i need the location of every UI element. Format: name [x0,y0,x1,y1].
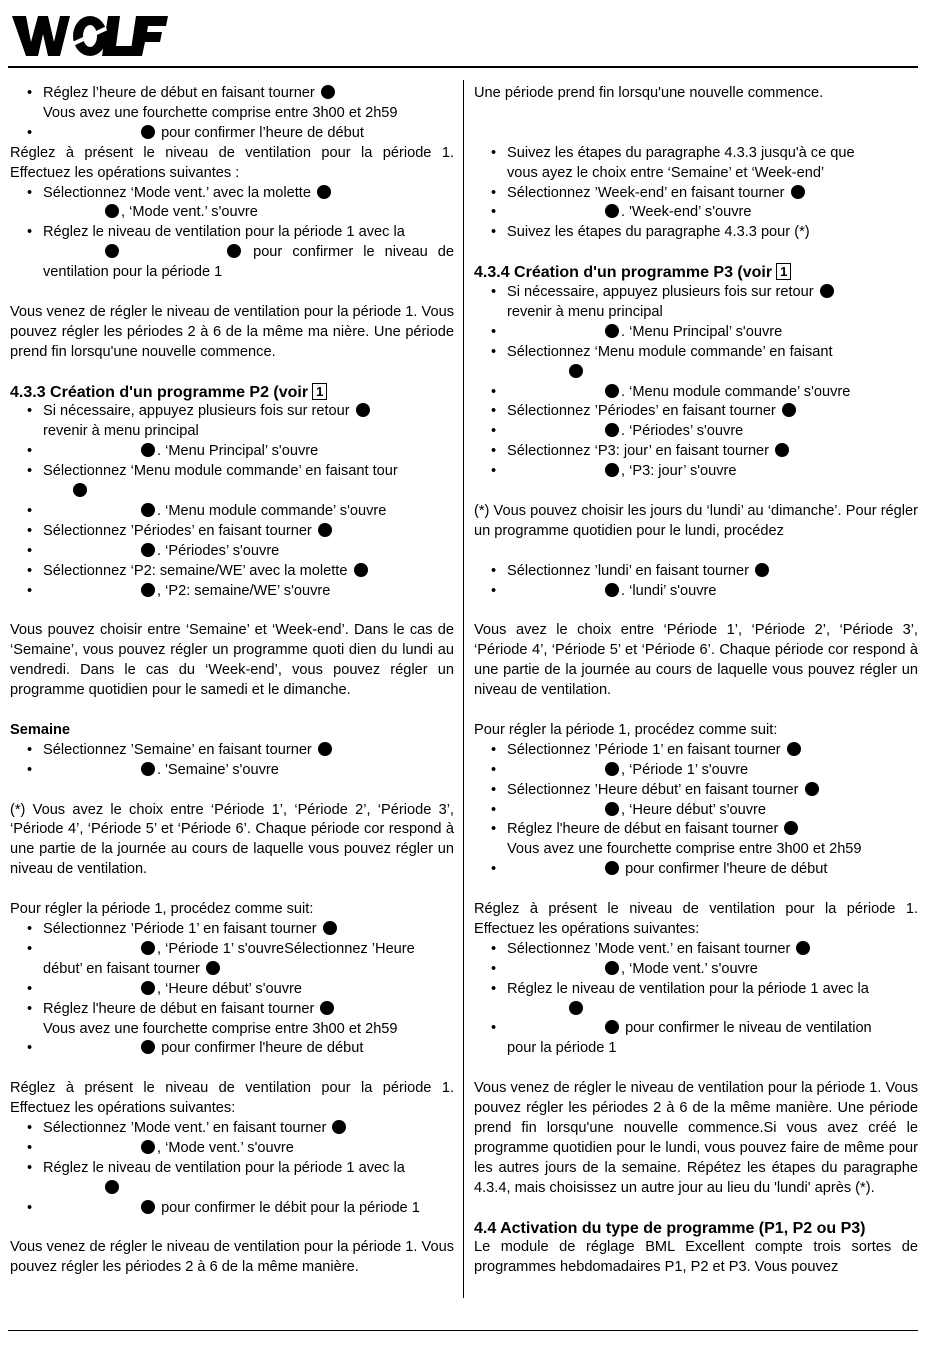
list-item: • . ‘Menu module commande’ s'ouvre [474,383,918,403]
left-column [10,84,454,1278]
list-item: • , ‘Mode vent.’ s'ouvre [474,960,918,980]
list-item: • pour confirmer l'heure de début [10,1039,454,1059]
list-item: • Réglez l'heure de début en faisant tourner Vous avez une fourchette comprise entre 3h00 et 2h59 [474,820,918,860]
list-item: • Sélectionnez ‘Mode vent.’ avec la molette , ‘Mode vent.’ s'ouvre [10,184,454,224]
list-item: • , ‘Heure début’ s'ouvre [10,980,454,1000]
column-divider [463,80,464,1298]
paragraph: Pour régler la période 1, procédez comme suit: [10,901,314,918]
list-item: • Réglez le niveau de ventilation pour la période 1 avec la [474,980,918,1020]
paragraph: Réglez à présent le niveau de ventilation pour la période 1. Effectuez les opérations suivantes: [10,1080,454,1117]
list-item: • Sélectionnez ’Week-end’ en faisant tourner [474,184,918,204]
back-button-icon [356,403,370,417]
knob-icon [784,821,798,835]
list-item: • Réglez le niveau de ventilation pour la période 1 avec la pour confirmer le niveau de ventilation pour la période 1 [10,223,454,283]
paragraph: (*) Vous pouvez choisir les jours du ‘lundi’ au ‘dimanche’. Pour régler un programme quotidien pour le lundi, procédez [474,502,918,539]
knob-icon [141,583,155,597]
knob-icon [141,1200,155,1214]
list-item: • Sélectionnez ’Période 1’ en faisant tourner [474,741,918,761]
knob-icon [206,961,220,975]
footer-rule [8,1330,918,1331]
list-item: • Suivez les étapes du paragraphe 4.3.3 pour (*) [474,223,918,243]
list-item: • Si nécessaire, appuyez plusieurs fois sur retour revenir à menu principal [474,283,918,323]
knob-icon [141,1040,155,1054]
knob-icon [605,762,619,776]
reference-box: 1 [776,263,791,280]
list-item: • Sélectionnez ‘Menu module commande’ en faisant tour [10,462,454,502]
knob-icon [141,1140,155,1154]
knob-icon [805,782,819,796]
list-item: • , ‘P2: semaine/WE’ s'ouvre [10,582,454,602]
knob-icon [105,204,119,218]
knob-icon [605,861,619,875]
list-item: • . ‘Périodes’ s'ouvre [10,542,454,562]
list-item: • Réglez l’heure de début en faisant tourner Vous avez une fourchette comprise entre 3h00 et 2h59 [10,84,454,124]
knob-icon [141,543,155,557]
knob-icon [787,742,801,756]
paragraph: Une période prend fin lorsqu'une nouvelle commence. [474,85,824,101]
knob-icon [141,941,155,955]
knob-icon [105,1180,119,1194]
list-item: • . ‘lundi’ s'ouvre [474,582,918,602]
list-item: • . 'Week-end’ s'ouvre [474,203,918,223]
knob-icon [227,244,241,258]
knob-icon [605,961,619,975]
knob-icon [323,921,337,935]
back-button-icon [820,284,834,298]
paragraph: Vous venez de régler le niveau de ventilation pour la période 1. Vous pouvez régler les périodes 2 à 6 de la même manière. [10,1239,454,1276]
knob-icon [318,742,332,756]
knob-icon [141,443,155,457]
paragraph: Vous pouvez choisir entre ‘Semaine’ et ‘Week-end’. Dans le cas de ‘Semaine’, vous pouvez régler un programme quoti dien du lundi au vendredi. Dans le cas du ‘Week-end’, vous pouvez régler un programme quotidien pour le samedi et le dimanche. [10,622,454,699]
knob-icon [791,185,805,199]
knob-icon [321,85,335,99]
list-item: • . 'Semaine’ s'ouvre [10,761,454,781]
section-heading-4-3-3: 4.3.3 Création d'un programme P2 (voir 1 [10,383,454,403]
list-item: • Sélectionnez ‘P2: semaine/WE’ avec la molette [10,562,454,582]
list-item: • . ‘Menu Principal’ s'ouvre [10,442,454,462]
knob-icon [605,384,619,398]
section-heading-4-3-4: 4.3.4 Création d'un programme P3 (voir 1 [474,263,918,283]
list-item: • Sélectionnez ’Périodes’ en faisant tourner [10,522,454,542]
list-item: • pour confirmer le niveau de ventilation pour la période 1 [474,1019,918,1059]
knob-icon [320,1001,334,1015]
list-item: • pour confirmer l’heure de début [10,124,454,144]
section-heading-4-4: 4.4 Activation du type de programme (P1, P2 ou P3) [474,1219,866,1237]
list-item: • , ‘Mode vent.’ s'ouvre [10,1139,454,1159]
knob-icon [569,364,583,378]
list-item: • . ‘Menu Principal’ s'ouvre [474,323,918,343]
paragraph: Vous venez de régler le niveau de ventilation pour la période 1. Vous pouvez régler les périodes 2 à 6 de la même ma nière. Une période prend fin lorsqu'une nouvelle commence. [10,303,454,360]
knob-icon [354,563,368,577]
knob-icon [775,443,789,457]
paragraph: Le module de réglage BML Excellent compte trois sortes de programmes hebdomadaires P1, P2 et P3. Vous pouvez [474,1239,918,1276]
right-column [474,84,918,1278]
list-item: • Suivez les étapes du paragraphe 4.3.3 jusqu'à ce que vous ayez le choix entre ‘Semaine’ et ‘Week-end’ [474,144,918,184]
knob-icon [605,583,619,597]
list-item: • Sélectionnez ‘Menu module commande’ en faisant [474,343,918,383]
list-item: • Sélectionnez ’Mode vent.’ en faisant tourner [474,940,918,960]
list-item: • pour confirmer l'heure de début [474,860,918,880]
list-item: • Réglez l'heure de début en faisant tourner Vous avez une fourchette comprise entre 3h00 et 2h59 [10,1000,454,1040]
reference-box: 1 [312,383,327,400]
list-item: • , ‘Heure début’ s'ouvre [474,801,918,821]
knob-icon [569,1001,583,1015]
knob-icon [141,125,155,139]
knob-icon [332,1120,346,1134]
knob-icon [317,185,331,199]
list-item: • Si nécessaire, appuyez plusieurs fois sur retour revenir à menu principal [10,402,454,442]
list-item: • Sélectionnez ’Mode vent.’ en faisant tourner [10,1119,454,1139]
list-item: • Sélectionnez ’lundi’ en faisant tourner [474,562,918,582]
list-item: • Sélectionnez ’Heure début’ en faisant tourner [474,781,918,801]
paragraph: (*) Vous avez le choix entre ‘Période 1’, ‘Période 2’, ‘Période 3’, ‘Période 4’, ‘Période 5’ et ‘Période 6’. Chaque période cor respond à une partie de la journée au cours de laquelle vous pouvez régler un niveau de ventilation. [10,801,454,878]
list-item: • , ‘Période 1’ s'ouvre [474,761,918,781]
list-item: • . ‘Menu module commande’ s'ouvre [10,502,454,522]
knob-icon [105,244,119,258]
subheading-semaine: Semaine [10,721,71,738]
list-item: • Sélectionnez ’Semaine’ en faisant tourner [10,741,454,761]
knob-icon [141,503,155,517]
paragraph: Réglez à présent le niveau de ventilation pour la période 1. Effectuez les opérations suivantes : [10,144,454,181]
knob-icon [605,802,619,816]
knob-icon [605,423,619,437]
knob-icon [755,563,769,577]
wolf-logo [10,12,170,60]
list-item: • , ‘Période 1’ s'ouvreSélectionnez ’Heure début’ en faisant tourner [10,940,454,980]
knob-icon [141,981,155,995]
knob-icon [318,523,332,537]
knob-icon [605,324,619,338]
list-item: • Sélectionnez ‘P3: jour’ en faisant tourner [474,442,918,462]
list-item: • Sélectionnez ’Périodes’ en faisant tourner [474,402,918,422]
knob-icon [605,463,619,477]
paragraph: Vous venez de régler le niveau de ventilation pour la période 1. Vous pouvez régler les périodes 2 à 6 de la même manière. Une période prend fin lorsqu'une nouvelle commence.Si vous avez créé le programme quotidien pour le lundi, vous pouvez faire de même pour les autres jours de la semaine. Répétez les étapes du paragraphe 4.3.4, mais choisissez un autre jour au lieu du 'lundi' après (*). [474,1080,918,1196]
list-item: • Réglez le niveau de ventilation pour la période 1 avec la [10,1159,454,1199]
paragraph: Pour régler la période 1, procédez comme suit: [474,721,778,738]
list-item: • Sélectionnez ’Période 1’ en faisant tourner [10,920,454,940]
paragraph: Vous avez le choix entre ‘Période 1’, ‘Période 2’, ‘Période 3’, ‘Période 4’, ‘Période 5’ et ‘Période 6’. Chaque période cor respond à une partie de la journée au cours de laquelle vous pouvez régler un niveau de ventilation. [474,622,918,699]
list-item: • , ‘P3: jour’ s'ouvre [474,462,918,482]
list-item: • pour confirmer le débit pour la période 1 [10,1199,454,1219]
paragraph: Réglez à présent le niveau de ventilation pour la période 1. Effectuez les opérations suivantes: [474,901,918,937]
list-item: • . ‘Périodes’ s'ouvre [474,422,918,442]
knob-icon [141,762,155,776]
knob-icon [73,483,87,497]
knob-icon [796,941,810,955]
header-rule [8,66,918,68]
knob-icon [782,403,796,417]
knob-icon [605,1020,619,1034]
knob-icon [605,204,619,218]
